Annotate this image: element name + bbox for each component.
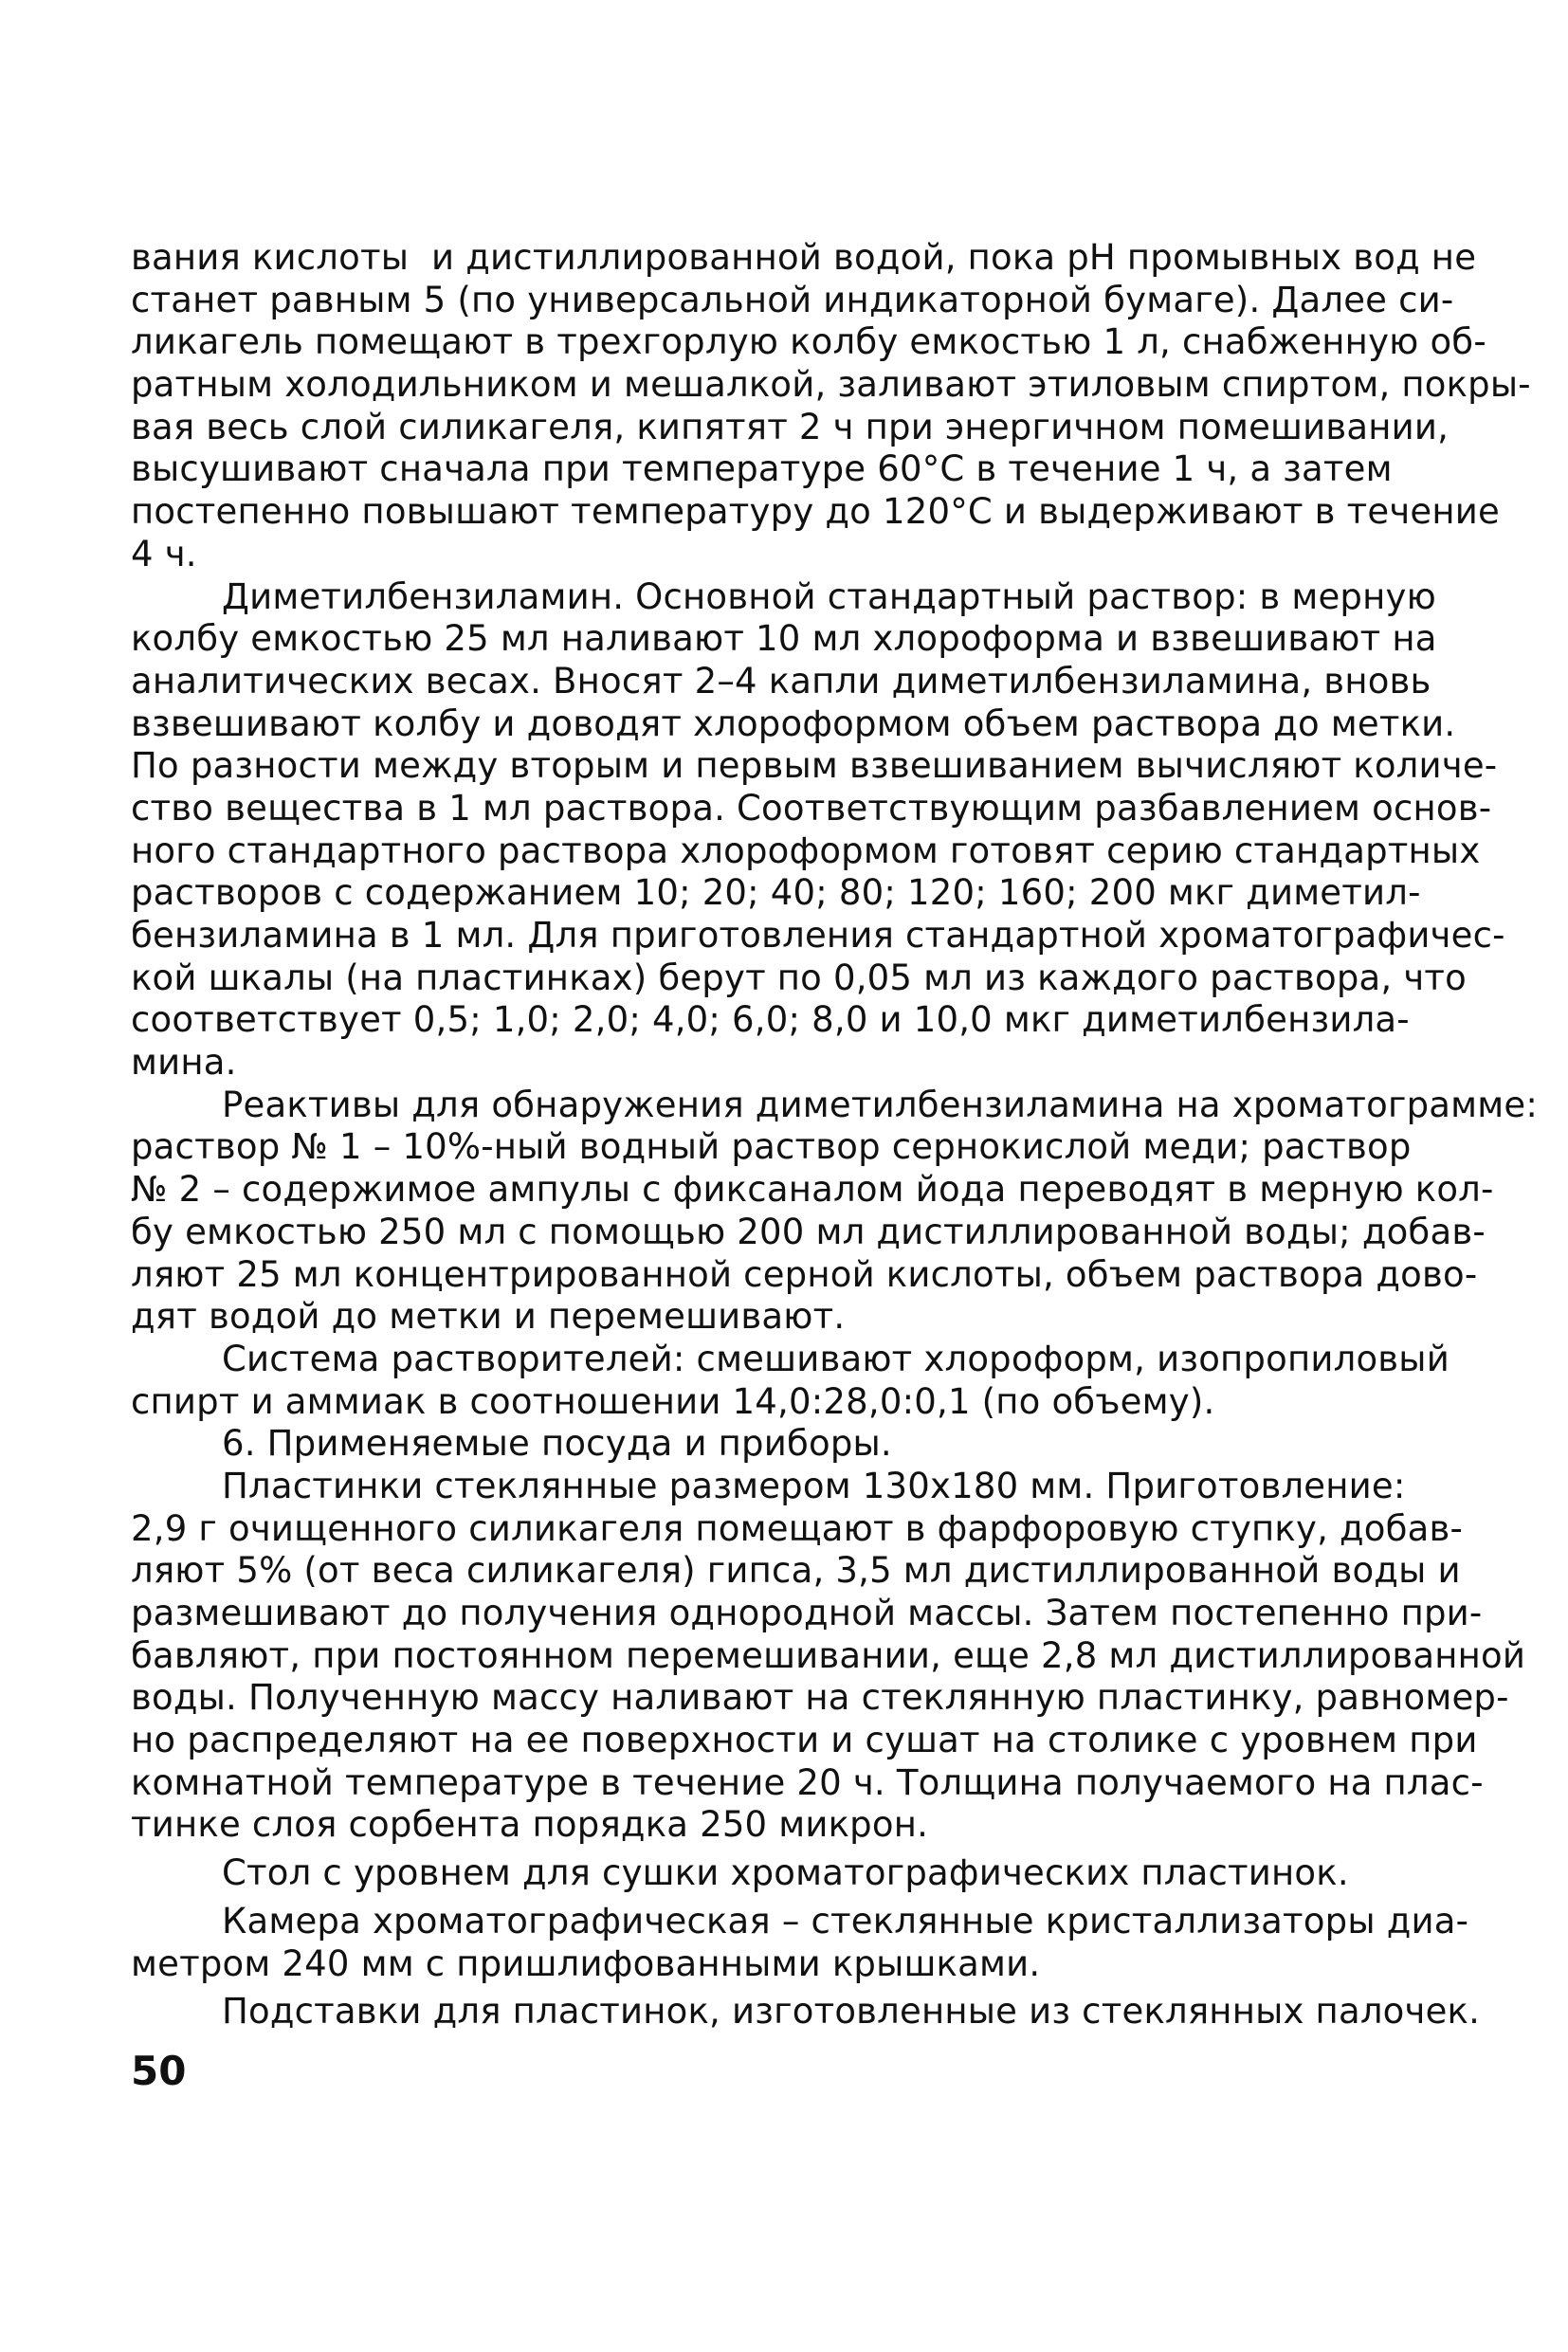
text-line: ляют 25 мл концентрированной серной кислоты, объем раствора дово-: [131, 1253, 1478, 1295]
text-line: 4 ч.: [131, 533, 197, 574]
section-heading: 6. Применяемые посуда и приборы.: [222, 1423, 892, 1465]
text-line: воды. Полученную массу наливают на стеклянную пластинку, равномер-: [131, 1677, 1509, 1719]
text-line: метром 240 мм с пришлифованными крышками.: [131, 1942, 1041, 1984]
text-line: станет равным 5 (по универсальной индикаторной бумаге). Далее си-: [131, 279, 1454, 320]
text-line: ратным холодильником и мешалкой, заливают этиловым спиртом, покры-: [131, 364, 1531, 406]
text-line: ляют 5% (от веса силикагеля) гипса, 3,5 мл дистиллированной воды и: [131, 1550, 1461, 1592]
text-line: дят водой до метки и перемешивают.: [131, 1296, 846, 1338]
paragraph-start: Диметилбензиламин. Основной стандартный раствор: в мерную: [222, 575, 1436, 617]
text-line: ликагель помещают в трехгорлую колбу емкостью 1 л, снабженную об-: [131, 321, 1486, 363]
paragraph-start: Реактивы для обнаружения диметилбензиламина на хроматограмме:: [222, 1084, 1539, 1125]
text-line: мина.: [131, 1042, 237, 1084]
text-line: ного стандартного раствора хлороформом готовят серию стандартных: [131, 830, 1481, 871]
text-line: комнатной температуре в течение 20 ч. Толщина получаемого на плас-: [131, 1761, 1484, 1803]
text-line: растворов с содержанием 10; 20; 40; 80; 120; 160; 200 мкг диметил-: [131, 872, 1421, 914]
text-line: аналитических весах. Вносят 2–4 капли диметилбензиламина, вновь: [131, 660, 1431, 702]
body-text: [131, 237, 1539, 2033]
text-line: тинке слоя сорбента порядка 250 микрон.: [131, 1804, 929, 1846]
paragraph-start: Подставки для пластинок, изготовленные из стеклянных палочек.: [222, 1991, 1481, 2033]
text-line: высушивают сначала при температуре 60°С в течение 1 ч, а затем: [131, 448, 1393, 490]
text-line: размешивают до получения однородной массы. Затем постепенно при-: [131, 1593, 1483, 1633]
page-number: 50: [131, 2048, 187, 2094]
text-line: колбу емкостью 25 мл наливают 10 мл хлороформа и взвешивают на: [131, 618, 1437, 660]
text-line: По разности между вторым и первым взвешиванием вычисляют количе-: [131, 745, 1498, 787]
text-line: 2,9 г очищенного силикагеля помещают в фарфоровую ступку, добав-: [131, 1507, 1464, 1549]
text-line: вая весь слой силикагеля, кипятят 2 ч при энергичном помешивании,: [131, 406, 1449, 447]
paragraph-start: Стол с уровнем для сушки хроматографических пластинок.: [222, 1852, 1349, 1894]
text-line: вания кислоты и дистиллированной водой, пока pH промывных вод не: [131, 237, 1477, 278]
text-line: № 2 – содержимое ампулы с фиксаналом йода переводят в мерную кол-: [131, 1169, 1494, 1211]
text-line: взвешивают колбу и доводят хлороформом объем раствора до метки.: [131, 702, 1456, 744]
text-line: бавляют, при постоянном перемешивании, еще 2,8 мл дистиллированной: [131, 1634, 1526, 1676]
paragraph-start: Система растворителей: смешивают хлороформ, изопропиловый: [222, 1338, 1449, 1379]
text-line: постепенно повышают температуру до 120°С и выдерживают в течение: [131, 491, 1500, 533]
text-line: кой шкалы (на пластинках) берут по 0,05 мл из каждого раствора, что: [131, 957, 1467, 998]
text-line: спирт и аммиак в соотношении 14,0:28,0:0,1 (по объему).: [131, 1380, 1215, 1422]
paragraph-start: Камера хроматографическая – стеклянные кристаллизаторы диа-: [222, 1900, 1469, 1942]
text-line: раствор № 1 – 10%-ный водный раствор сернокислой меди; раствор: [131, 1126, 1412, 1168]
text-line: ство вещества в 1 мл раствора. Соответствующим разбавлением основ-: [131, 787, 1492, 829]
text-line: бензиламина в 1 мл. Для приготовления стандартной хроматографичес-: [131, 915, 1505, 956]
paragraph-start: Пластинки стеклянные размером 130х180 мм. Приготовление:: [222, 1465, 1406, 1506]
text-line: бу емкостью 250 мл с помощью 200 мл дистиллированной воды; добав-: [131, 1211, 1486, 1252]
text-line: соответствует 0,5; 1,0; 2,0; 4,0; 6,0; 8,0 и 10,0 мкг диметилбензила-: [131, 999, 1410, 1041]
text-line: но распределяют на ее поверхности и сушат на столике с уровнем при: [131, 1720, 1478, 1761]
